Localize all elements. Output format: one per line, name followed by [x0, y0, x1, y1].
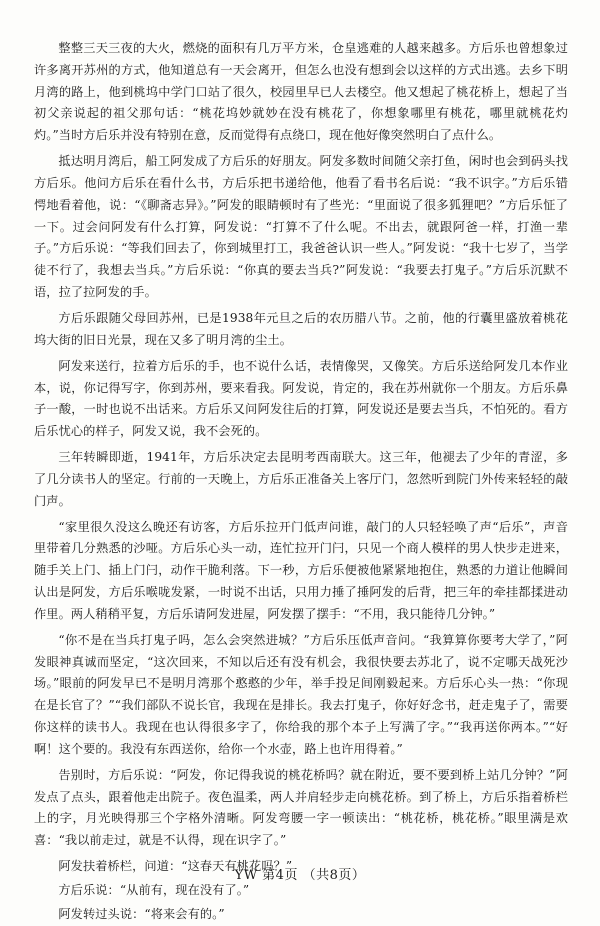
paragraph: 告别时，方后乐说：“阿发，你记得我说的桃花桥吗？就在附近，要不要到桥上站几分钟？”阿发点了点头，跟着他走出院子。夜色温柔，两人并肩轻步走向桃花桥。到了桥上，方后乐指着桥栏上的字，月光映得那三个字格外清晰。阿发弯腰一字一顿读出：“桃花桥，桃花桥。”眼里满是欢喜：“我以前走过，就是不认得，现在识字了。”: [34, 767, 568, 848]
paragraph: 整整三天三夜的大火，燃烧的面积有几万平方米，仓皇逃难的人越来越多。方后乐也曾想象过许多离开苏州的方式，他知道总有一天会离开，但怎么也没有想到会以这样的方式出逃。去乡下明月湾的路上，他到桃坞中学门口站了很久，校园里早已人去楼空。他又想起了桃花桥上，想起了当初父亲说起的祖父那句话：“桃花坞妙就妙在没有桃花了，你想象哪里有桃花，哪里就桃花灼灼。”当时方后乐并没有特别在意，反而觉得有点绕口，现在他好像突然明白了点什么。: [34, 41, 568, 143]
paragraph: 阿发来送行，拉着方后乐的手，也不说什么话，表情像哭，又像笑。方后乐送给阿发几本作业本，说，你记得写字，你到苏州，要来看我。阿发说，肯定的，我在苏州就你一个朋友。方后乐鼻子一酸，一时也说不出话来。方后乐又问阿发往后的打算，阿发说还是要去当兵，不怕死的。看方后乐忧心的样子，阿发又说，我不会死的。: [34, 358, 568, 439]
paragraph: “家里很久没这么晚还有访客，方后乐拉开门低声问谁，敲门的人只轻轻唤了声“后乐”，声音里带着几分熟悉的沙哑。方后乐心头一动，连忙拉开门闩，只见一个商人模样的男人快步走进来，随手关上门、插上门闩，动作干脆利落。下一秒，方后乐便被他紧紧地抱住，熟悉的力道让他瞬间认出是阿发，方后乐喉咙发紧，一时说不出话，只用力捶了捶阿发的后背，把三年的牵挂都揉进动作里。两人稍稍平复，方后乐请阿发进屋，阿发摆了摆手：“不用，我只能待几分钟。”: [34, 519, 568, 621]
paragraph: 抵达明月湾后，船工阿发成了方后乐的好朋友。阿发多数时间随父亲打鱼，闲时也会到码头找方后乐。他问方后乐在看什么书，方后乐把书递给他，他看了看书名后说：“我不识字。”方后乐错愕地看着他，说：“《聊斋志异》。”阿发的眼睛顿时有了些光：“里面说了很多狐狸吧？”方后乐怔了一下。过会问阿发有什么打算，阿发说：“打算不了什么呢。不出去，就跟阿爸一样，打渔一辈子。”方后乐说：“等我们回去了，你到城里打工，我爸爸认识一些人。”阿发说：“我十七岁了，当学徒不行了，我想去当兵。”方后乐说：“你真的要去当兵?”阿发说：“我要去打鬼子。”方后乐沉默不语，拉了拉阿发的手。: [34, 154, 568, 299]
page-footer: YW 第4页 （共8页）: [234, 868, 366, 883]
paragraph: 方后乐说：“从前有，现在没有了。”: [58, 882, 250, 897]
paragraph: 阿发扶着桥栏，问道：“这春天有桃花吗？”: [58, 859, 293, 874]
paragraph: 三年转瞬即逝，1941年，方后乐决定去昆明考西南联大。这三年，他褪去了少年的青涩，多了几分读书人的坚定。行前的一天晚上，方后乐正准备关上客厅门，忽然听到院门外传来轻轻的敲门声。: [34, 450, 568, 508]
paragraph: 阿发转过头说：“将来会有的。”: [58, 906, 225, 921]
article-body: [34, 38, 568, 926]
paragraph: “你不是在当兵打鬼子吗，怎么会突然进城？”方后乐压低声音问。“我算算你要考大学了，”阿发眼神真诚而坚定，“这次回来，不知以后还有没有机会，我很快要去苏北了，说不定哪天战死沙场。”眼前的阿发早已不是明月湾那个憨憨的少年，举手投足间刚毅起来。方后乐心头一热：“你现在是长官了？”“我们部队不说长官，我现在是排长。我去打鬼子，你好好念书，赶走鬼子了，需要你这样的读书人。我现在也认得很多字了，你给我的那个本子上写满了字。”“我再送你两本。”“好啊！这个要的。我没有东西送你，给你一个水壶，路上也许用得着。”: [34, 632, 568, 756]
paragraph: 方后乐跟随父母回苏州，已是1938年元旦之后的农历腊八节。之前，他的行囊里盛放着桃花坞大街的旧日光景，现在又多了明月湾的尘土。: [34, 310, 568, 347]
